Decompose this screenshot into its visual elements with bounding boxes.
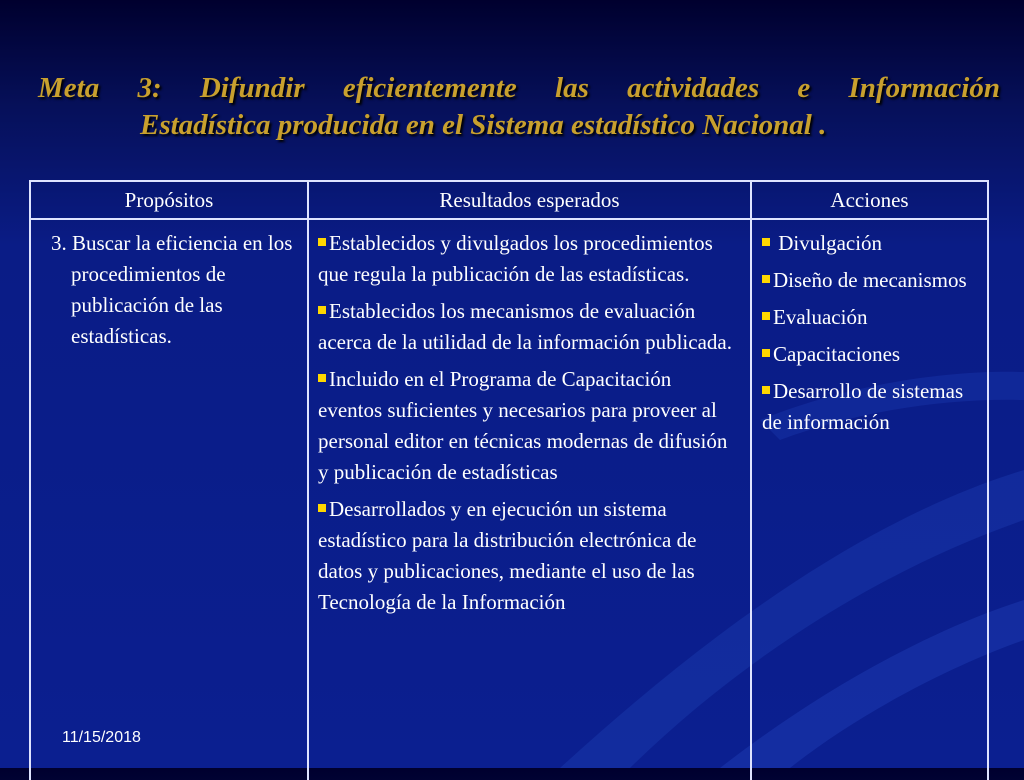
resultado-text: Establecidos y divulgados los procedimientos que regula la publicación de las estadísticas. <box>318 231 713 286</box>
cell-propositos <box>30 219 308 780</box>
resultado-text: Incluido en el Programa de Capacitación eventos suficientes y necesarios para proveer al personal editor en técnicas modernas de difusión y publicación de estadísticas <box>318 367 728 484</box>
accion-item <box>762 265 979 296</box>
square-bullet-icon <box>762 238 770 246</box>
header-acciones: Acciones <box>751 181 988 219</box>
square-bullet-icon <box>318 374 326 382</box>
square-bullet-icon <box>318 238 326 246</box>
accion-item <box>762 376 979 438</box>
resultado-text: Establecidos los mecanismos de evaluación acerca de la utilidad de la información publicada. <box>318 299 732 354</box>
resultado-item <box>318 364 738 488</box>
square-bullet-icon <box>762 312 770 320</box>
accion-item <box>762 302 979 333</box>
square-bullet-icon <box>318 504 326 512</box>
accion-text: Desarrollo de sistemas de información <box>762 379 964 434</box>
accion-text: Divulgación <box>773 231 883 255</box>
accion-text: Capacitaciones <box>773 342 901 366</box>
table-row <box>30 219 988 780</box>
accion-text: Evaluación <box>773 305 868 329</box>
resultado-item <box>318 494 738 618</box>
square-bullet-icon <box>762 349 770 357</box>
square-bullet-icon <box>762 386 770 394</box>
goals-table <box>29 180 989 780</box>
cell-resultados <box>308 219 751 780</box>
resultado-item <box>318 296 738 358</box>
proposito-text: 3. Buscar la eficiencia en los procedimientos de publicación de las estadísticas. <box>51 231 293 348</box>
accion-item <box>762 228 979 259</box>
slide-date: 11/15/2018 <box>62 729 141 746</box>
square-bullet-icon <box>762 275 770 283</box>
resultado-item <box>318 228 738 290</box>
table-header-row <box>30 181 988 219</box>
accion-text: Diseño de mecanismos <box>773 268 967 292</box>
header-propositos: Propósitos <box>30 181 308 219</box>
cell-acciones <box>751 219 988 780</box>
header-resultados-esperados: Resultados esperados <box>308 181 751 219</box>
slide-title-line-2: Estadística producida en el Sistema estadístico Nacional . <box>140 109 827 141</box>
accion-item <box>762 339 979 370</box>
slide-title <box>38 70 1000 144</box>
resultado-text: Desarrollados y en ejecución un sistema estadístico para la distribución electrónica de datos y publicaciones, mediante el uso de las Tecnología de la Información <box>318 497 697 614</box>
square-bullet-icon <box>318 306 326 314</box>
slide-title-line-1: Meta 3: Difundir eficientemente las actividades e Información <box>38 72 1000 104</box>
